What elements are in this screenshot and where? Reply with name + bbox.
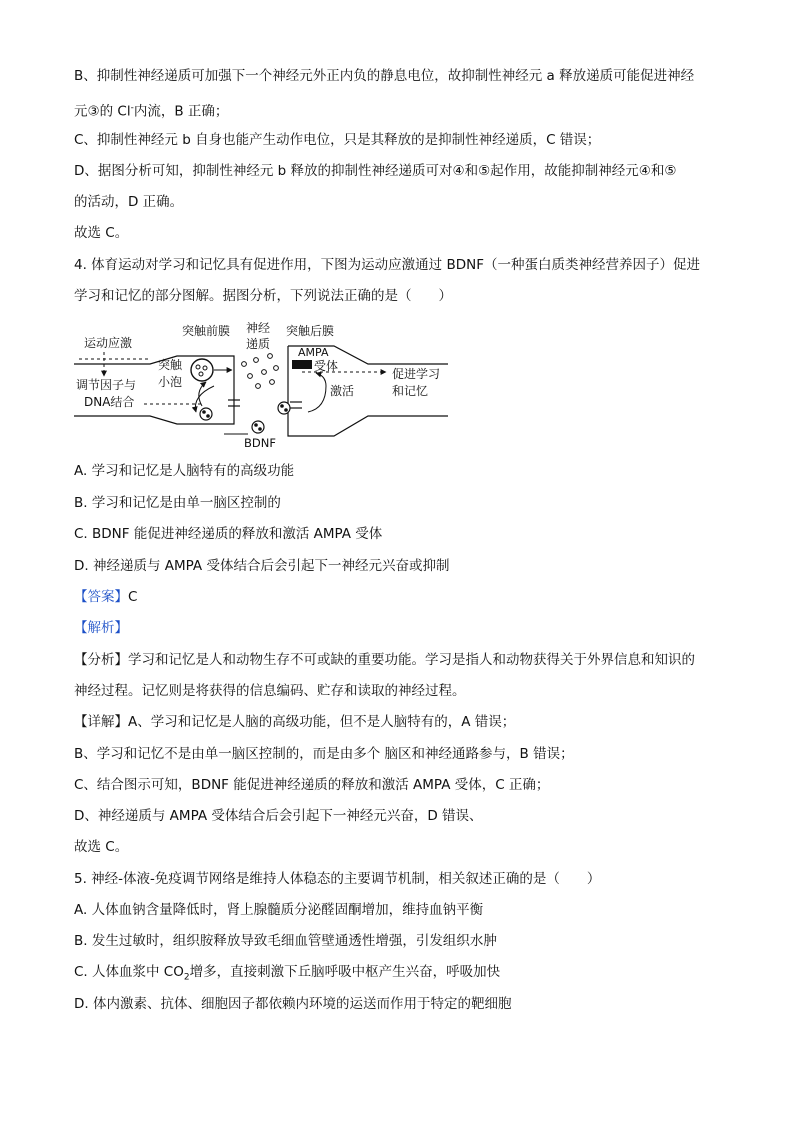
label-regfactor-1: 调节因子与 (76, 378, 137, 392)
ampa-receptor (292, 360, 312, 369)
label-vesicle-1: 突触 (158, 358, 183, 372)
q4-choice: 故选 C。 (74, 839, 129, 855)
q5-stem: 5. 神经-体液-免疫调节网络是维持人体稳态的主要调节机制，相关叙述正确的是（ ） (74, 871, 601, 887)
q4-analysis-tag: 【解析】 (74, 620, 128, 636)
prev-explanation-b-line2: 元③的 Cl-内流，B 正确； (74, 103, 229, 120)
q4-xiangjie-b: B、学习和记忆不是由单一脑区控制的，而是由多个 脑区和神经通路参与，B 错误； (74, 746, 574, 762)
q5-option-c: C. 人体血浆中 $CO_2$增多，直接刺激下丘脑呼吸中枢产生兴奋，呼吸加快 (74, 964, 501, 983)
q5-option-d: D. 体内激素、抗体、细胞因子都依赖内环境的运送而作用于特定的靶细胞 (74, 996, 512, 1012)
prev-explanation-d-line2: 的活动，D 正确。 (74, 194, 184, 210)
label-regfactor-2: DNA结合 (84, 395, 135, 409)
q4-option-c: C. BDNF 能促进神经递质的释放和激活 AMPA 受体 (74, 526, 383, 542)
q5-option-b: B. 发生过敏时，组织胺释放导致毛细血管壁通透性增强，引发组织水肿 (74, 933, 497, 949)
bdnf-molecules (200, 402, 290, 433)
arrow-activate (308, 373, 326, 412)
q4-stem-line2: 学习和记忆的部分图解。据图分析，下列说法正确的是（ ） (74, 288, 452, 304)
prev-explanation-b-line1: B、抑制性神经递质可加强下一个神经元外正内负的静息电位，故抑制性神经元 a 释放递质可能促进神经 (74, 68, 695, 84)
label-vesicle-2: 小泡 (158, 375, 183, 389)
label-presynaptic: 突触前膜 (182, 324, 231, 338)
label-exercise: 运动应激 (84, 336, 133, 350)
label-receptor: 受体 (314, 359, 339, 373)
prev-choice: 故选 C。 (74, 225, 129, 241)
q4-fenxi-line2: 神经过程。记忆则是将获得的信息编码、贮存和读取的神经过程。 (74, 683, 466, 699)
prev-explanation-c: C、抑制性神经元 b 自身也能产生动作电位，只是其释放的是抑制性神经递质，C 错误； (74, 132, 601, 148)
q4-answer: 【答案】C (74, 589, 138, 605)
label-bdnf: BDNF (244, 436, 276, 450)
label-postsynaptic: 突触后膜 (286, 324, 335, 338)
q4-fenxi-line1: 【分析】学习和记忆是人和动物生存不可或缺的重要功能。学习是指人和动物获得关于外界信息和知识的 (74, 652, 695, 668)
label-promote-2: 和记忆 (392, 384, 429, 398)
label-ampa: AMPA (298, 346, 329, 359)
q5-option-a: A. 人体血钠含量降低时，肾上腺髓质分泌醛固酮增加，维持血钠平衡 (74, 902, 484, 918)
label-promote-1: 促进学习 (392, 367, 441, 381)
q4-xiangjie-d: D、神经递质与 AMPA 受体结合后会引起下一神经元兴奋，D 错误、 (74, 808, 483, 824)
prev-explanation-d-line1: D、据图分析可知，抑制性神经元 b 释放的抑制性神经递质可对④和⑤起作用，故能抑制神经元④和⑤ (74, 163, 677, 179)
q4-stem-line1: 4. 体育运动对学习和记忆具有促进作用，下图为运动应激通过 BDNF（一种蛋白质类神经营养因子）促进 (74, 257, 700, 273)
bdnf-synapse-diagram (74, 316, 454, 452)
label-nt-2: 递质 (246, 337, 271, 351)
label-nt-1: 神经 (246, 321, 271, 335)
q4-xiangjie-a: 【详解】A、学习和记忆是人脑的高级功能，但不是人脑特有的，A 错误； (74, 714, 516, 730)
q4-option-b: B. 学习和记忆是由单一脑区控制的 (74, 495, 281, 511)
neurotransmitter-dots (242, 354, 279, 389)
q4-option-d: D. 神经递质与 AMPA 受体结合后会引起下一神经元兴奋或抑制 (74, 558, 450, 574)
synaptic-vesicle (191, 359, 213, 381)
label-activate: 激活 (330, 384, 355, 398)
q4-xiangjie-c: C、结合图示可知，BDNF 能促进神经递质的释放和激活 AMPA 受体，C 正确； (74, 777, 550, 793)
q4-option-a: A. 学习和记忆是人脑特有的高级功能 (74, 463, 295, 479)
